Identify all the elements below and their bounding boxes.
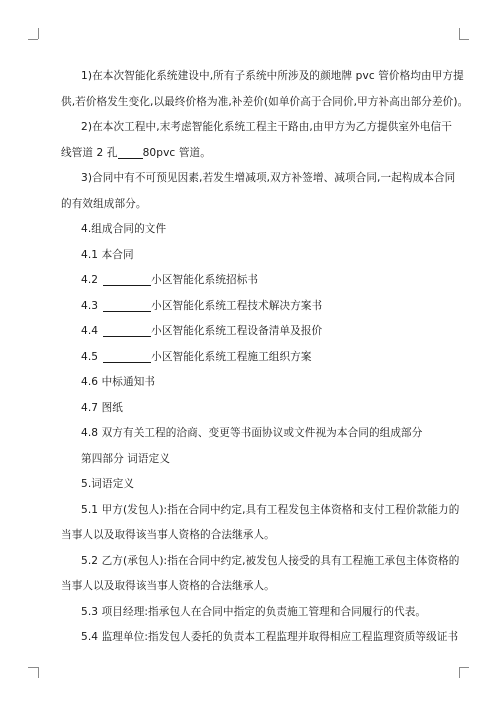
crop-mark-bottom-right-h [459, 667, 469, 668]
list-item [61, 319, 441, 345]
document-body [61, 64, 469, 651]
item-number: 4.2 [81, 274, 99, 286]
crop-mark-bottom-left-v [38, 667, 39, 678]
list-item: 4.7 图纸 [81, 401, 124, 414]
section-heading: 4.组成合同的文件 [81, 223, 167, 235]
paragraph-line: 5.3 项目经理:指承包人在合同中指定的负责施工管理和合同履行的代表。 [81, 605, 427, 618]
item-text: 小区智能化系统工程设备清单及报价 [151, 325, 323, 337]
paragraph-line: 3)合同中有不可预见因素,若发生增减项,双方补签增、减项合同,一起构成本合同 [81, 172, 456, 184]
list-item: 4.8 双方有关工程的洽商、变更等书面协议或文件视为本合同的组成部分 [81, 427, 423, 439]
blank-underline [118, 144, 143, 159]
list-item [61, 345, 441, 371]
blank-underline [103, 348, 151, 363]
blank-underline [103, 271, 151, 286]
paragraph-line: 5.1 甲方(发包人):指在合同中约定,具有工程发包主体资格和支付工程价款能力的 [81, 503, 460, 516]
text-segment: 80pvc 管道。 [142, 146, 211, 159]
crop-mark-bottom-right-v [459, 667, 460, 678]
crop-mark-bottom-left-h [28, 667, 38, 668]
paragraph-line: 5.2 乙方(承包人):指在合同中约定,被发包人接受的具有工程施工承包主体资格的 [81, 554, 460, 567]
item-text: 小区智能化系统工程技术解决方案书 [151, 299, 323, 312]
item-text: 小区智能化系统工程施工组织方案 [151, 350, 312, 363]
item-text: 小区智能化系统招标书 [151, 274, 259, 286]
paragraph-line: 的有效组成部分。 [61, 197, 147, 210]
paragraph-line: 1)在本次智能化系统建设中,所有子系统中所涉及的颜地牌 pvc 管价格均由甲方提 [81, 70, 464, 82]
paragraph-line: 当事人以及取得该当事人资格的合法继承人。 [61, 580, 275, 592]
list-item: 4.6 中标通知书 [81, 376, 156, 388]
paragraph-line: 当事人以及取得该当事人资格的合法继承人。 [61, 529, 275, 541]
part-heading: 第四部分 词语定义 [81, 452, 171, 465]
paragraph-line: 供,若价格发生变化,以最终价格为准,补差价(如单价高于合同价,甲方补高出部分差价)。 [61, 95, 469, 108]
list-item: 4.1 本合同 [81, 248, 134, 261]
crop-mark-top-right-v [459, 28, 460, 39]
crop-mark-top-left-v [38, 28, 39, 39]
crop-mark-top-right-h [459, 39, 469, 40]
item-number: 4.3 [81, 299, 99, 312]
paragraph-line [61, 141, 441, 167]
list-item [61, 294, 441, 320]
paragraph-line: 2)在本次工程中,末考虑智能化系统工程主干路由,由甲方为乙方提供室外电信干 [81, 121, 452, 133]
list-item [61, 268, 441, 294]
crop-mark-top-left-h [28, 39, 38, 40]
item-number: 4.5 [81, 350, 99, 363]
blank-underline [103, 297, 151, 312]
text-segment: 线管道 2 孔 [61, 146, 118, 159]
item-number: 4.4 [81, 325, 99, 337]
section-heading: 5.词语定义 [81, 478, 135, 490]
paragraph-line: 5.4 监理单位:指发包人委托的负责本工程监理并取得相应工程监理资质等级证书 [81, 631, 459, 643]
blank-underline [103, 322, 151, 337]
